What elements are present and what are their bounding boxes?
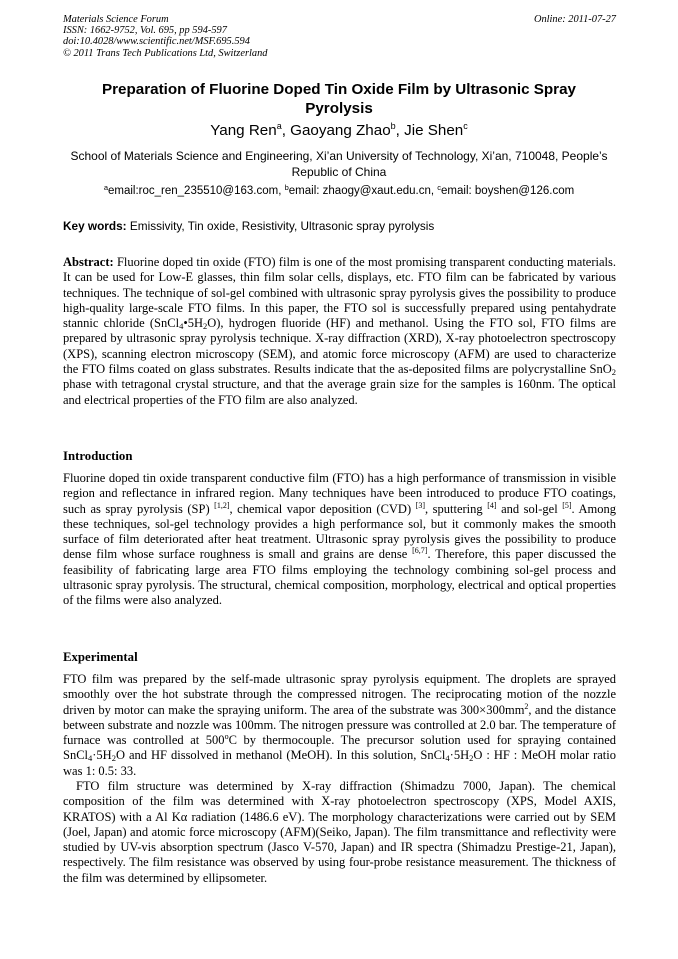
affiliation: School of Materials Science and Engineering, Xi’an University of Technology, Xi’an, 710048, People’s Republic of China	[70, 149, 608, 179]
email-address: email:roc_ren_235510@163.com,	[107, 185, 282, 197]
journal-issn: ISSN: 1662-9752, Vol. 695, pp 594-597	[63, 25, 227, 37]
email-list	[30, 184, 648, 199]
author-list: Yang Ren$^a$, Gaoyang Zhao$^b$, Jie Shen$^c$	[210, 121, 468, 139]
journal-name: Materials Science Forum	[63, 14, 169, 25]
abstract-label: Abstract:	[63, 255, 114, 269]
paper-title: Preparation of Fluorine Doped Tin Oxide Film by Ultrasonic Spray Pyrolysis	[102, 81, 576, 117]
email-mark: a	[103, 183, 108, 192]
author-name: Yang Ren	[210, 122, 277, 139]
keywords-label: Key words:	[63, 219, 127, 233]
journal-copyright: © 2011 Trans Tech Publications Ltd, Switzerland	[63, 47, 268, 59]
introduction-paragraph: Fluorine doped tin oxide transparent conductive film (FTO) has a high performance of transmission in visible region and reflectance in infrared region. Many techniques have been introduced to produce FTO coatings, such as spray pyrolysis (SP) [1,2], chemical vapor deposition (CVD) [3], sputtering [4] and sol-gel [5]. Among these techniques, sol-gel technology provides a high performance sol, but it commonly makes the smooth surface of film deteriorated after heat treatment. Ultrasonic spray pyrolysis gives the possibility to produce dense film whose surface roughness is small and grains are dense [6,7]. Therefore, this paper discussed the feasibility of fabricating large area FTO films employing the technology combining sol-gel process and ultrasonic spray pyrolysis. The structural, chemical composition, morphology, electrical and optical properties of the films were also analyzed.	[63, 471, 617, 608]
author-mark: b	[390, 121, 396, 131]
experimental-paragraph: FTO film was prepared by the self-made ultrasonic spray pyrolysis equipment. The droplets are sprayed smoothly over the hot substrate through the compressed nitrogen. The reciprocating motion of the nozzle driven by motor can make the spraying uniform. The area of the substrate was $300\times 300mm^2$, and the distance between substrate and nozzle was 100mm. The nitrogen pressure was controlled at 2.0 bar. The temperature of furnace was controlled at 500$^o$C by thermocouple. The precursor solution used for spraying contained $SnCl_4\cdot 5H_2O$ and HF dissolved in methanol (MeOH). In this solution, $SnCl_4\cdot 5H_2O$ : HF : MeOH molar ratio was 1: 0.5: 33.	[63, 672, 617, 778]
keywords	[63, 219, 616, 234]
author-name: Jie Shen	[404, 122, 464, 139]
journal-header	[63, 14, 616, 59]
author-mark: a	[276, 121, 282, 131]
email-mark: c	[437, 183, 442, 192]
online-date: Online: 2011-07-27	[533, 14, 616, 25]
section-heading-experimental: Experimental	[63, 650, 138, 664]
citation: [6,7]	[412, 546, 428, 556]
citation: [1,2]	[214, 500, 230, 510]
citation: [3]	[415, 500, 425, 510]
citation: [4]	[487, 500, 497, 510]
experimental-paragraph: FTO film structure was determined by X-ray diffraction (Shimadzu 7000, Japan). The chemical composition of the film was determined with X-ray photoelectron spectroscopy (XPS, Model AXIS, KRATOS) with a Al Kα radiation (1486.6 eV). The morphology characterizations were carried out by SEM (Joel, Japan) and atomic force microscopy (AFM)(Seiko, Japan). The film transmittance and reflectivity were studied by UV-vis absorption spectrum (Jasco V-570, Japan) and IR spectra (Shimadzu Prestige-21, Japan), respectively. The film resistance was observed by using four-probe resistance measurement. The thickness of the film was determined by ellipsometer.	[63, 779, 616, 885]
author-name: Gaoyang Zhao	[290, 122, 391, 139]
email-address: email: boyshen@126.com	[441, 185, 575, 197]
email-mark: b	[284, 183, 289, 192]
abstract: Abstract: Fluorine doped tin oxide (FTO) film is one of the most promising transparent conducting materials. It can be used for Low-E glasses, thin film solar cells, displays, etc. FTO film can be fabricated by various techniques. The technique of sol-gel combined with ultrasonic spray pyrolysis gives the possibility to produce high-quality large-scale FTO films. In this paper, the FTO sol is successfully prepared using pentahydrate stannic chloride $(SnCl_4•5H_2O)$, hydrogen fluoride (HF) and methanol. Using the FTO sol, FTO films are prepared by ultrasonic spray pyrolysis technique. X-ray diffraction (XRD), X-ray photoelectron spectroscopy (XPS), scanning electron microscopy (SEM), and atomic force microscopy (AFM) are used to characterize the FTO films coated on glass substrates. Results indicate that the as-deposited films are polycrystalline SnO$_2$ phase with tetragonal crystal structure, and that the average grain size for the samples is 160nm. The optical and electrical properties of the FTO film are also analyzed.	[63, 255, 617, 407]
section-heading-introduction: Introduction	[63, 449, 133, 463]
email-address: email: zhaogy@xaut.edu.cn,	[288, 185, 435, 197]
author-mark: c	[463, 121, 468, 131]
journal-doi: doi:10.4028/www.scientific.net/MSF.695.594	[63, 36, 250, 48]
keywords-text: Emissivity, Tin oxide, Resistivity, Ultrasonic spray pyrolysis	[129, 219, 435, 233]
citation: [5]	[562, 500, 572, 510]
